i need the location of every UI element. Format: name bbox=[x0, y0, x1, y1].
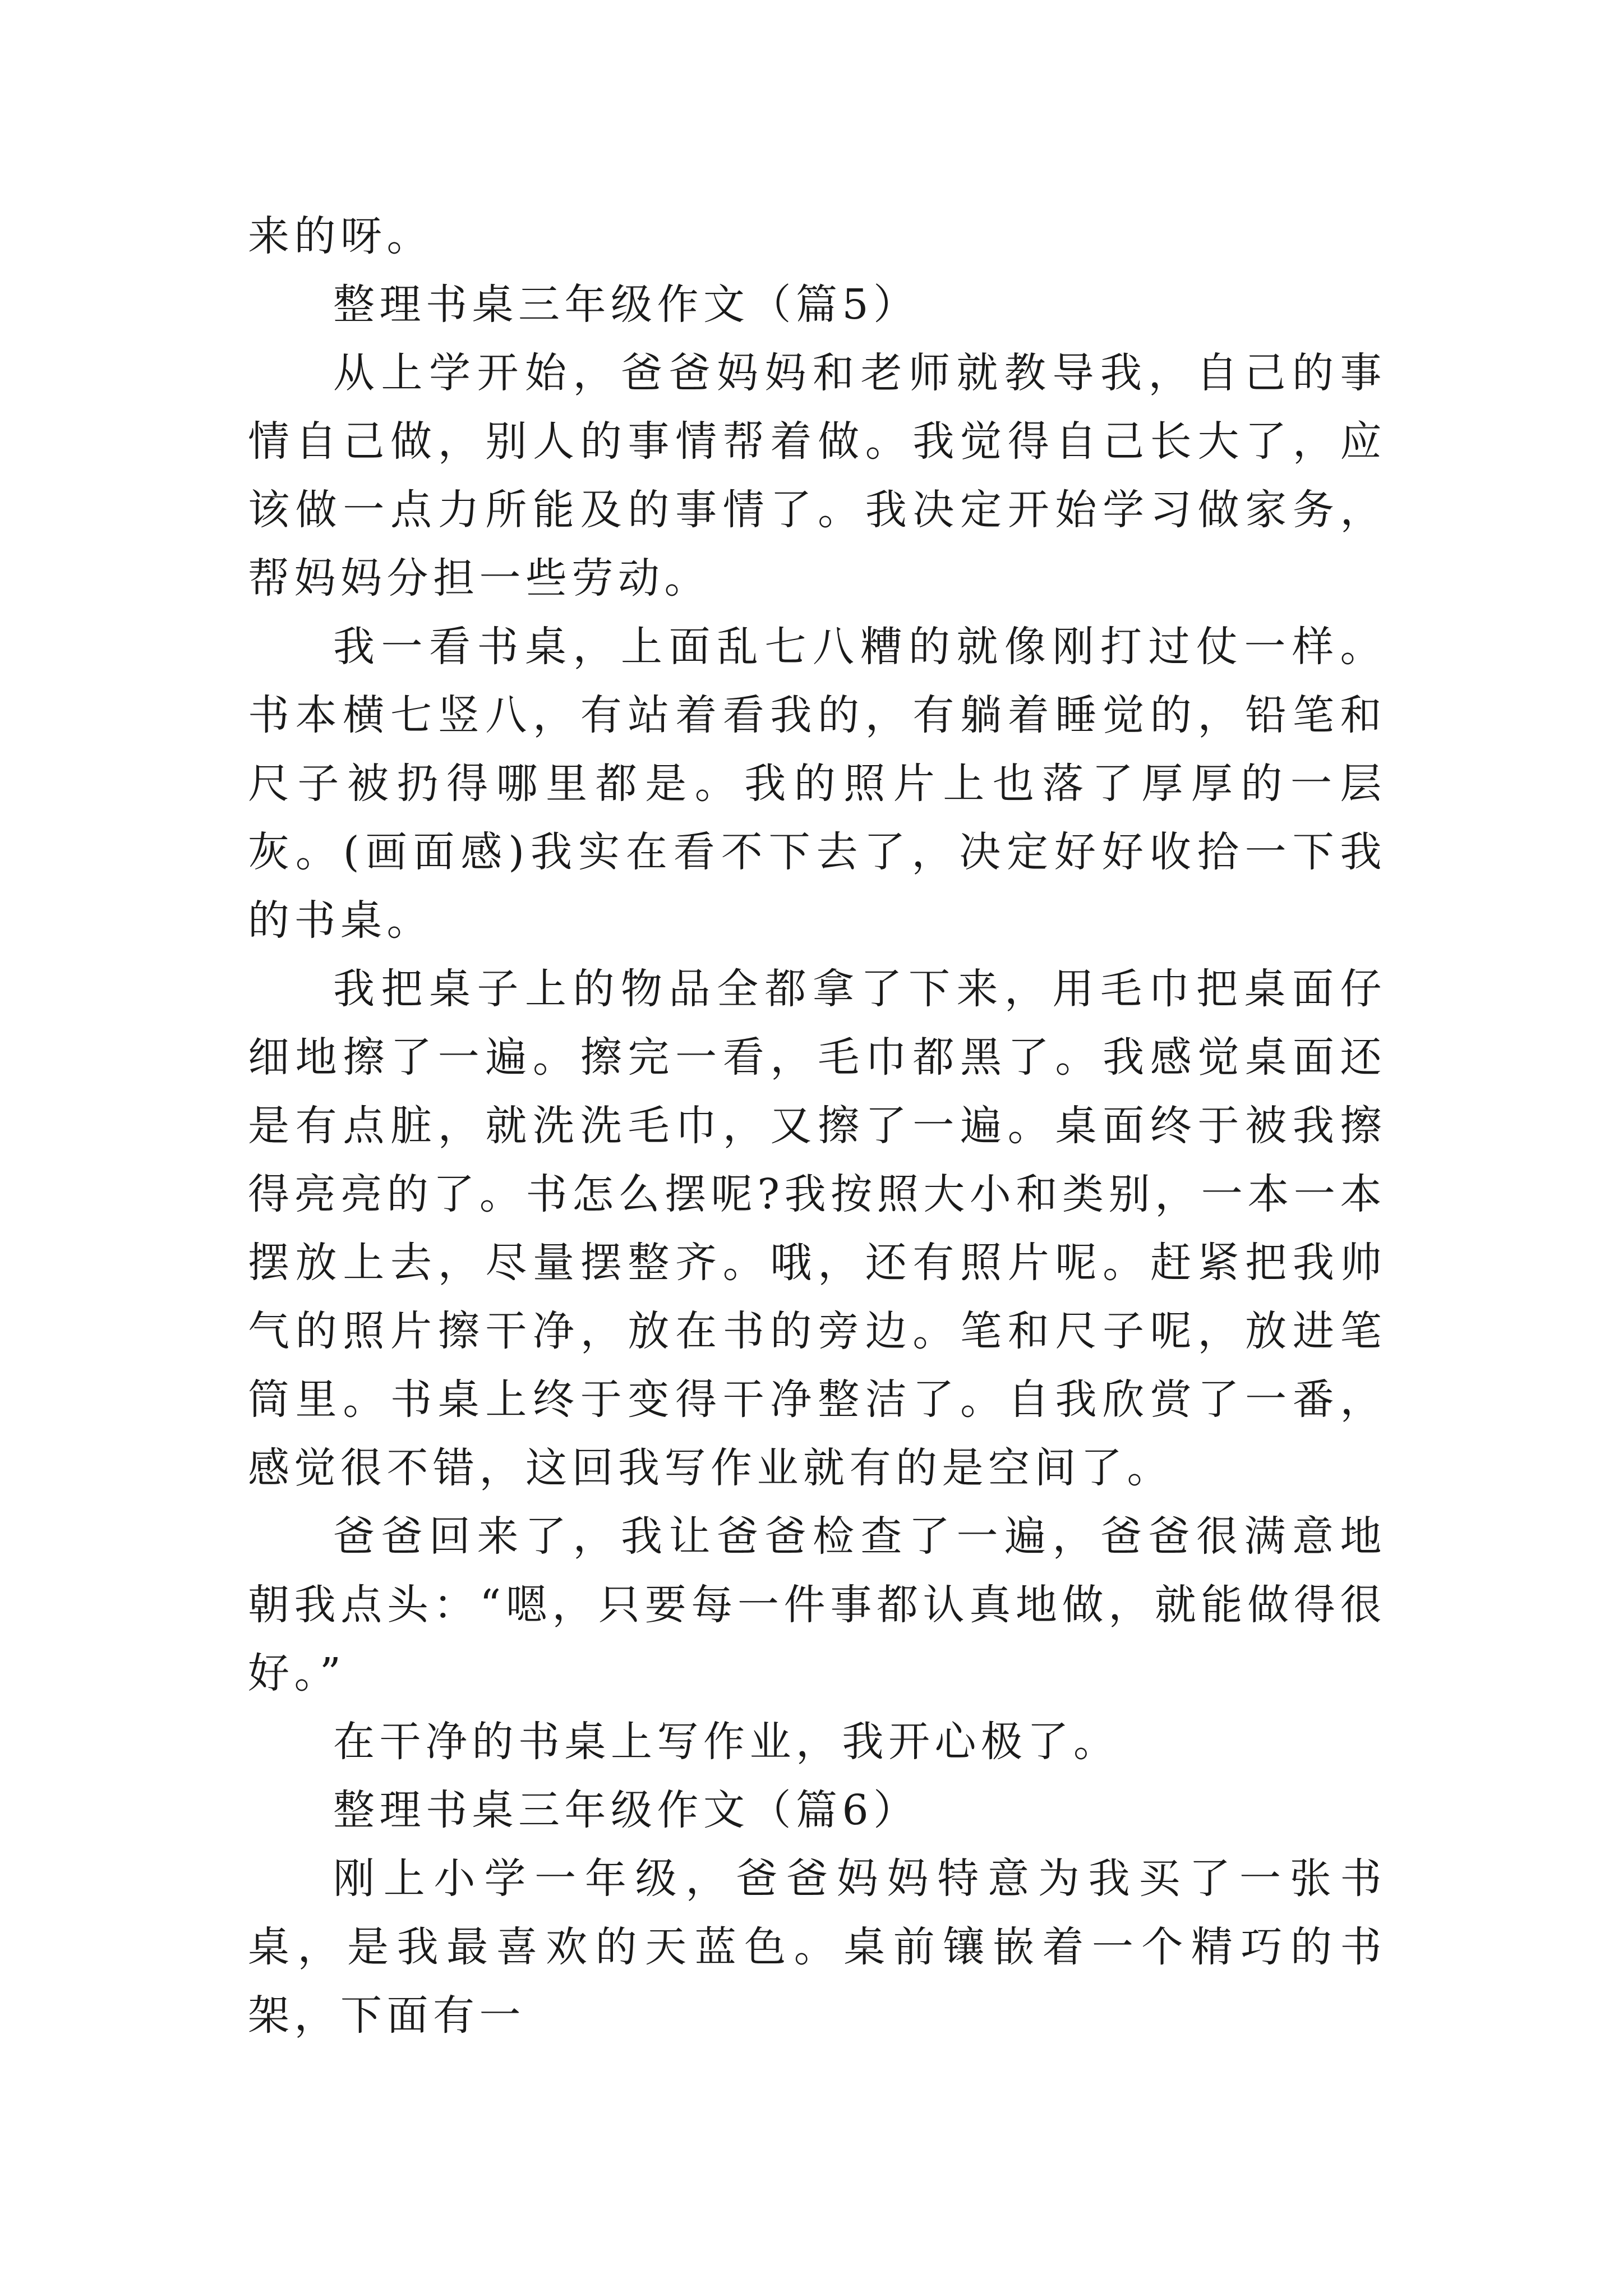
document-body bbox=[248, 202, 1386, 2050]
paragraph: 爸爸回来了，我让爸爸检查了一遍，爸爸很满意地朝我点头：“嗯，只要每一件事都认真地做，就能做得很好。” bbox=[248, 1512, 1386, 1697]
paragraph: 在干净的书桌上写作业，我开心极了。 bbox=[333, 1718, 1120, 1766]
paragraph: 我把桌子上的物品全都拿了下来，用毛巾把桌面仔细地擦了一遍。擦完一看，毛巾都黑了。我感觉桌面还是有点脏，就洗洗毛巾，又擦了一遍。桌面终于被我擦得亮亮的了。书怎么摆呢?我按照大小和类别，一本一本摆放上去，尽量摆整齐。哦，还有照片呢。赶紧把我帅气的照片擦干净，放在书的旁边。笔和尺子呢，放进笔筒里。书桌上终于变得干净整洁了。自我欣赏了一番，感觉很不错，这回我写作业就有的是空间了。 bbox=[248, 965, 1386, 1492]
paragraph-continuation: 来的呀。 bbox=[248, 212, 433, 260]
paragraph: 从上学开始，爸爸妈妈和老师就教导我，自己的事情自己做，别人的事情帮着做。我觉得自己长大了，应该做一点力所能及的事情了。我决定开始学习做家务，帮妈妈分担一些劳动。 bbox=[248, 349, 1386, 602]
section-heading-5: 整理书桌三年级作文（篇5） bbox=[333, 280, 920, 329]
paragraph: 我一看书桌，上面乱七八糟的就像刚打过仗一样。书本横七竖八，有站着看我的，有躺着睡觉的，铅笔和尺子被扔得哪里都是。我的照片上也落了厚厚的一层灰。(画面感)我实在看不下去了，决定好好收拾一下我的书桌。 bbox=[248, 623, 1386, 945]
paragraph: 刚上小学一年级，爸爸妈妈特意为我买了一张书桌，是我最喜欢的天蓝色。桌前镶嵌着一个精巧的书架，下面有一 bbox=[248, 1855, 1386, 2040]
section-heading-6: 整理书桌三年级作文（篇6） bbox=[333, 1786, 920, 1834]
